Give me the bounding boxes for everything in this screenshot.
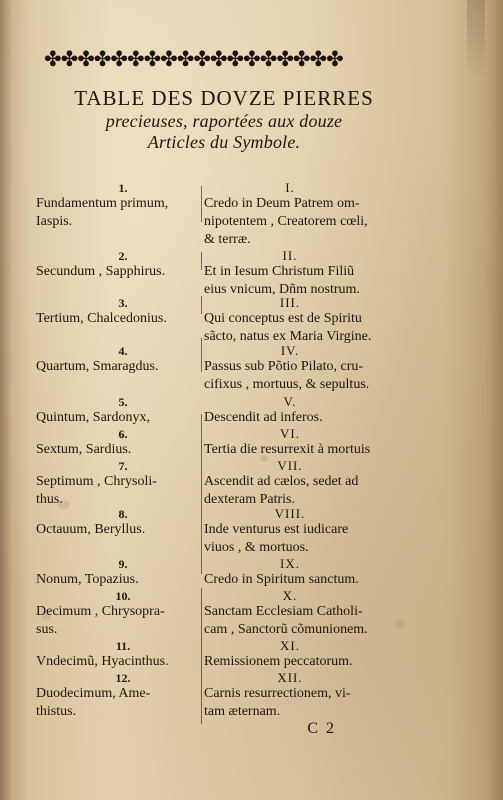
- table-row: [0, 557, 503, 591]
- stone-foundation: Nonum, Topazius.: [36, 572, 139, 587]
- article-number: III.: [279, 295, 301, 310]
- stone-number: 6.: [118, 427, 128, 441]
- page-title: [40, 86, 408, 153]
- stone-number: 3.: [118, 296, 128, 310]
- decorative-ornament-band: ✤✤✤✤✤✤✤✤✤✤✤✤✤✤✤✤✤✤: [44, 47, 343, 71]
- stone-foundation: Sextum, Sardius.: [36, 442, 132, 457]
- stone-foundation: Octauum, Beryllus.: [36, 522, 146, 537]
- article-number: X.: [282, 588, 298, 603]
- creed-article: Ascendit ad cælos, sedet ad dexteram Patris.: [204, 474, 359, 507]
- title-line-3: Articles du Symbole.: [147, 132, 301, 152]
- stone-number: 2.: [118, 249, 128, 263]
- stone-number: 11.: [115, 639, 131, 653]
- table-row: [0, 671, 503, 721]
- stone-number: 12.: [115, 671, 131, 685]
- stone-foundation: Quintum, Sardonyx,: [36, 410, 150, 425]
- stone-foundation: Tertium, Chalcedonius.: [36, 311, 167, 326]
- title-line-2: precieuses, raportées aux douze: [105, 110, 343, 131]
- creed-article: Carnis resurrectionem, vi- tam æternam.: [204, 686, 351, 719]
- table-row: [0, 344, 503, 392]
- article-number: VII.: [277, 458, 303, 473]
- article-number: I.: [285, 180, 295, 195]
- table-row: [0, 427, 503, 461]
- article-number: V.: [283, 394, 297, 409]
- article-number: IV.: [280, 343, 300, 358]
- stone-foundation: Duodecimum, Ame- thistus.: [36, 686, 151, 719]
- creed-article: Tertia die resurrexit à mortuis: [204, 442, 371, 457]
- article-number: XII.: [277, 670, 303, 685]
- page-fold-shadow: [467, 0, 485, 78]
- signature-mark: C 2: [307, 720, 336, 737]
- creed-article: Credo in Deum Patrem om- nipotentem , Creatorem cœli, & terræ.: [204, 196, 368, 247]
- table-row: [0, 181, 503, 245]
- table-row: [0, 639, 503, 673]
- stone-foundation: Decimum , Chrysopra- sus.: [36, 604, 165, 637]
- creed-article: Et in Iesum Christum Filiũ eius vnicum, Dñm nostrum.: [204, 264, 360, 297]
- creed-article: Inde venturus est iudicare viuos , & mortuos.: [204, 522, 349, 555]
- table-row: [0, 507, 503, 557]
- article-number: IX.: [280, 556, 300, 571]
- creed-article: Credo in Spiritum sanctum.: [204, 572, 359, 587]
- stone-number: 4.: [118, 344, 128, 358]
- stone-foundation: Septimum , Chrysoli- thus.: [36, 474, 157, 507]
- stone-number: 8.: [118, 507, 128, 521]
- stone-foundation: Vndecimũ, Hyacinthus.: [36, 654, 169, 669]
- stone-number: 5.: [118, 395, 128, 409]
- title-line-1: TABLE DES DOVZE PIERRES: [74, 86, 374, 110]
- creed-article: Qui conceptus est de Spiritu sãcto, natus ex Maria Virgine.: [204, 311, 372, 344]
- table-row: [0, 395, 503, 429]
- table-row: [0, 589, 503, 639]
- article-number: II.: [282, 248, 298, 263]
- stone-foundation: Secundum , Sapphirus.: [36, 264, 166, 279]
- stone-number: 9.: [118, 557, 128, 571]
- table-row: [0, 249, 503, 297]
- table-row: [0, 459, 503, 507]
- creed-article: Passus sub Põtio Pilato, cru- cifixus , mortuus, & sepultus.: [204, 359, 370, 392]
- article-number: VI.: [280, 426, 300, 441]
- creed-article: Descendit ad inferos.: [204, 410, 323, 425]
- article-number: VIII.: [274, 506, 306, 521]
- table-row: [0, 296, 503, 344]
- stone-foundation: Fundamentum primum, Iaspis.: [36, 196, 169, 229]
- stone-foundation: Quartum, Smaragdus.: [36, 359, 159, 374]
- stone-number: 7.: [118, 459, 128, 473]
- creed-article: Remissionem peccatorum.: [204, 654, 353, 669]
- creed-article: Sanctam Ecclesiam Catholi- cam , Sanctorũ cõmunionem.: [204, 604, 368, 637]
- stone-number: 1.: [118, 181, 128, 195]
- article-number: XI.: [280, 638, 300, 653]
- stone-number: 10.: [115, 589, 131, 603]
